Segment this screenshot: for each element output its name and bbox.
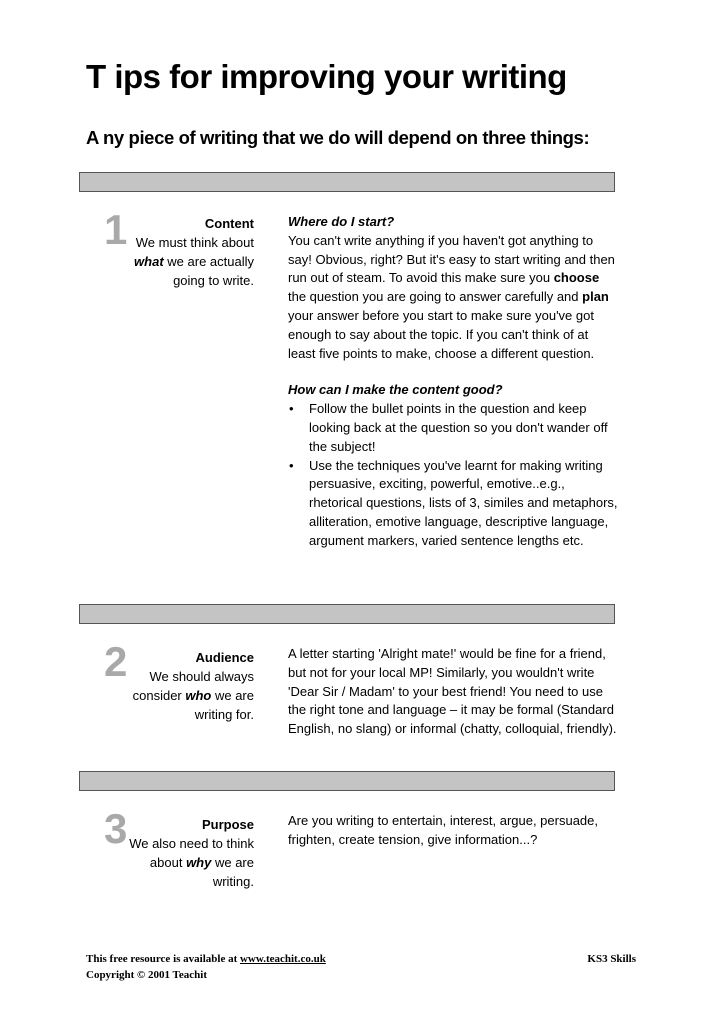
section-summary: We should always consider who we are writing for. <box>132 669 254 722</box>
section-sidebar <box>119 815 254 891</box>
list-item: • Use the techniques you've learnt for making writing persuasive, exciting, powerful, emotive..e.g., rhetorical questions, lists of 3, similes and metaphors, alliteration, emotive language, descriptive language, argument markers, varied sentence lengths etc. <box>289 457 618 548</box>
list-item: • Follow the bullet points in the question and keep looking back at the question so you don't wander off the subject! <box>289 401 608 454</box>
section-number: 1 <box>104 206 128 253</box>
paragraph: A letter starting 'Alright mate!' would be fine for a friend, but not for your local MP! Similarly, you wouldn't write 'Dear Sir / Madam' to your best friend! You need to use the right tone and language – it may be formal (Standard English, no slang) or informal (chatty, colloquial, friendly). <box>288 646 617 737</box>
section-divider-bar <box>79 604 615 624</box>
section-sidebar <box>119 214 254 290</box>
paragraph: You can't write anything if you haven't got anything to say! Obvious, right? But it's easy to start writing and then run out of steam. To avoid this make sure you choose the question you are going to answer carefully and plan your answer before you start to make sure you've got enough to say about the topic. If you can't think of at least five points to make, choose a different question. <box>288 232 615 361</box>
page-title: T ips for improving your writing <box>86 58 567 95</box>
section-divider-bar <box>79 172 615 192</box>
section-heading: Audience <box>195 650 254 665</box>
question-heading: Where do I start? <box>288 214 395 229</box>
footer-copyright: Copyright © 2001 Teachit <box>86 969 207 981</box>
footer-course-label: KS3 Skills <box>587 953 636 965</box>
section-heading: Purpose <box>201 817 254 832</box>
section-number: 2 <box>104 638 128 685</box>
section-divider-bar <box>79 771 615 791</box>
bullet-list <box>288 400 618 550</box>
footer <box>86 951 636 983</box>
section-number: 3 <box>104 805 128 852</box>
paragraph: Are you writing to entertain, interest, argue, persuade, frighten, create tension, give information...? <box>288 813 599 847</box>
section-summary: We also need to think about why we are writing. <box>129 836 254 889</box>
section-body <box>288 645 618 739</box>
section-sidebar <box>119 648 254 724</box>
page-subtitle: A ny piece of writing that we do will depend on three things: <box>86 127 590 148</box>
section-heading: Content <box>204 216 254 231</box>
footer-resource-line: This free resource is available at www.teachit.co.uk <box>86 953 326 965</box>
teachit-link[interactable]: www.teachit.co.uk <box>239 953 326 965</box>
section-body <box>288 213 618 551</box>
section-body <box>288 812 618 850</box>
question-heading: How can I make the content good? <box>288 382 503 398</box>
section-summary: We must think about what we are actually going to write. <box>134 235 254 288</box>
